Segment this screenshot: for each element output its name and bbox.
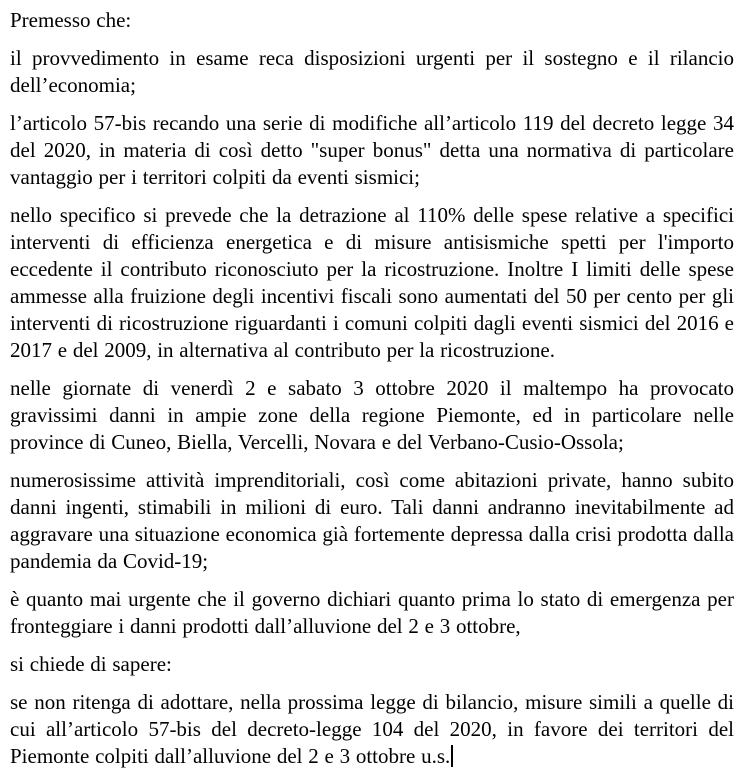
paragraph-richiesta-finale-text: se non ritenga di adottare, nella prossima legge di bilancio, misure simili a quelle di cui all’articolo 57-bis del decreto-legge 104 del 2020, in favore dei territori del Piemonte colpiti dall’alluvione del 2 e 3 ottobre u.s. [10,690,734,768]
paragraph-danni-attivita[interactable]: numerosissime attività imprenditoriali, così come abitazioni private, hanno subito danni ingenti, stimabili in milioni di euro. Tali danni andranno inevitabilmente ad aggravare una situazione economica già fortemente depressa dalla crisi prodotta dalla pandemia da Covid-19; [10,468,734,573]
text-caret [451,745,453,767]
paragraph-richiesta-finale[interactable] [10,689,734,770]
paragraph-maltempo-piemonte[interactable]: nelle giornate di venerdì 2 e sabato 3 ottobre 2020 il maltempo ha provocato gravissimi danni in ampie zone della regione Piemonte, ed in particolare nelle province di Cuneo, Biella, Vercelli, Novara e del Verbano-Cusio-Ossola; [10,376,734,454]
paragraph-si-chiede[interactable]: si chiede di sapere: [10,652,172,676]
paragraph-detrazione-110[interactable]: nello specifico si prevede che la detrazione al 110% delle spese relative a specifici interventi di efficienza energetica e di misure antisismiche spetti per l'importo eccedente il contributo riconosciuto per la ricostruzione. Inoltre I limiti delle spese ammesse alla fruizione degli incentivi fiscali sono aumentati del 50 per cento per gli interventi di ricostruzione riguardanti i comuni colpiti dagli eventi sismici del 2016 e 2017 e del 2009, in alternativa al contributo per la ricostruzione. [10,203,734,362]
paragraph-premise-heading[interactable]: Premesso che: [10,8,132,32]
paragraph-provvedimento[interactable]: il provvedimento in esame reca disposizioni urgenti per il sostegno e il rilancio dell’economia; [10,46,734,97]
paragraph-articolo-57bis[interactable]: l’articolo 57-bis recando una serie di modifiche all’articolo 119 del decreto legge 34 del 2020, in materia di così detto "super bonus" detta una normativa di particolare vantaggio per i territori colpiti da eventi sismici; [10,111,734,189]
paragraph-stato-emergenza[interactable]: è quanto mai urgente che il governo dichiari quanto prima lo stato di emergenza per fronteggiare i danni prodotti dall’alluvione del 2 e 3 ottobre, [10,587,734,638]
